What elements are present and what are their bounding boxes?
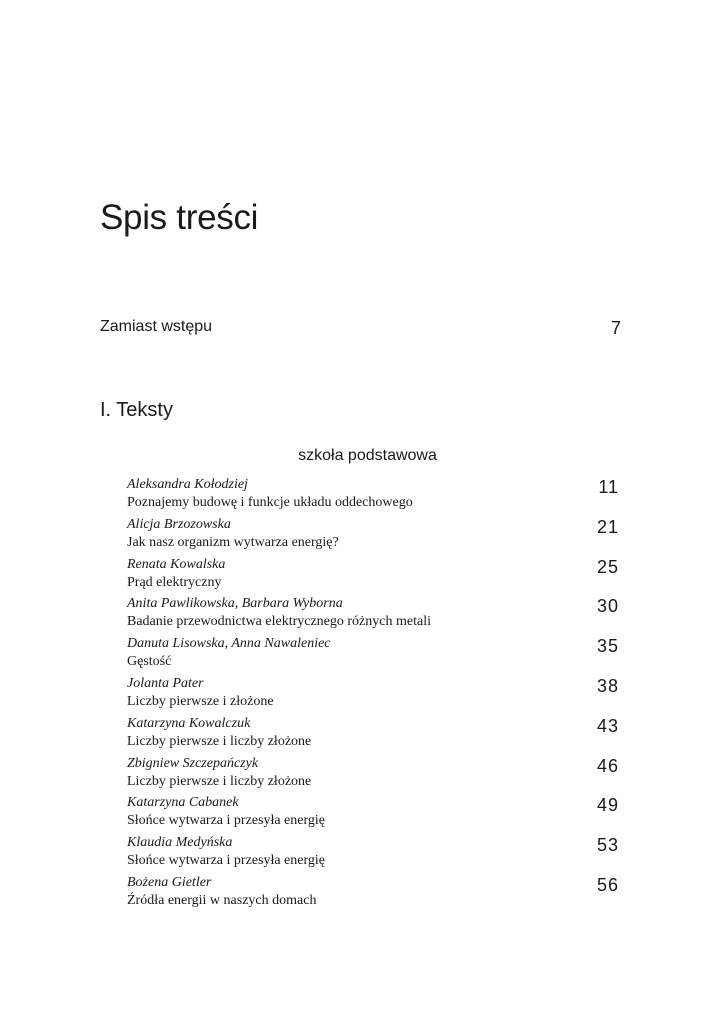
toc-entry-title: Badanie przewodnictwa elektrycznego różnych metali [127,614,431,630]
toc-entry-list [127,474,619,912]
toc-page-number: 49 [596,795,619,816]
toc-entry [127,593,619,633]
toc-entry-author: Anita Pawlikowska, Barbara Wyborna [127,596,343,612]
toc-entry-author: Renata Kowalska [127,556,226,572]
toc-page-number: 43 [596,715,619,736]
section-heading: I. Teksty [100,399,173,421]
toc-page-number: 53 [596,835,619,856]
toc-entry [127,753,619,793]
toc-page-number: 25 [596,556,619,577]
toc-page-number: 56 [596,874,619,895]
toc-page-number: 30 [596,596,619,617]
toc-entry-author: Katarzyna Kowalczuk [127,715,251,731]
toc-entry-title: Liczby pierwsze i liczby złożone [127,773,312,789]
toc-entry-title: Poznajemy budowę i funkcje układu oddechowego [127,495,413,510]
page-title: Spis treści [100,198,259,237]
toc-entry-title: Prąd elektryczny [127,574,222,590]
toc-entry-intro [100,318,621,342]
toc-entry-author: Aleksandra Kołodziej [127,477,248,492]
toc-entry-title: Słońce wytwarza i przesyła energię [127,853,325,869]
toc-entry-title: Słońce wytwarza i przesyła energię [127,813,325,829]
toc-entry-label: Zamiast wstępu [100,318,213,335]
toc-page-number: 35 [596,636,619,657]
toc-entry [127,474,619,514]
toc-entry-author: Bożena Gietler [127,874,212,890]
toc-entry-author: Katarzyna Cabanek [127,795,239,811]
toc-page-number: 38 [596,675,619,696]
toc-entry-author: Danuta Lisowska, Anna Nawaleniec [127,636,331,652]
toc-entry-title: Gęstość [127,654,172,670]
toc-entry [127,633,619,673]
toc-entry [127,673,619,713]
toc-entry-title: Źródła energii w naszych domach [127,892,317,908]
toc-entry [127,554,619,594]
toc-page-number: 46 [596,755,619,776]
toc-entry-author: Alicja Brzozowska [127,516,231,532]
toc-page-number: 11 [598,477,619,497]
toc-entry-author: Jolanta Pater [127,675,204,691]
toc-entry [127,792,619,832]
toc-page-number: 21 [596,516,619,537]
toc-entry [127,832,619,872]
toc-entry-title: Liczby pierwsze i liczby złożone [127,733,312,749]
toc-entry [127,713,619,753]
toc-entry-author: Zbigniew Szczepańczyk [127,755,259,771]
toc-entry-title: Liczby pierwsze i złożone [127,693,274,709]
subsection-heading: szkoła podstawowa [298,447,437,464]
toc-entry-author: Klaudia Medyńska [127,835,233,851]
toc-entry [127,514,619,554]
toc-page-number: 7 [610,318,621,338]
toc-entry [127,872,619,912]
toc-entry-title: Jak nasz organizm wytwarza energię? [127,534,339,550]
